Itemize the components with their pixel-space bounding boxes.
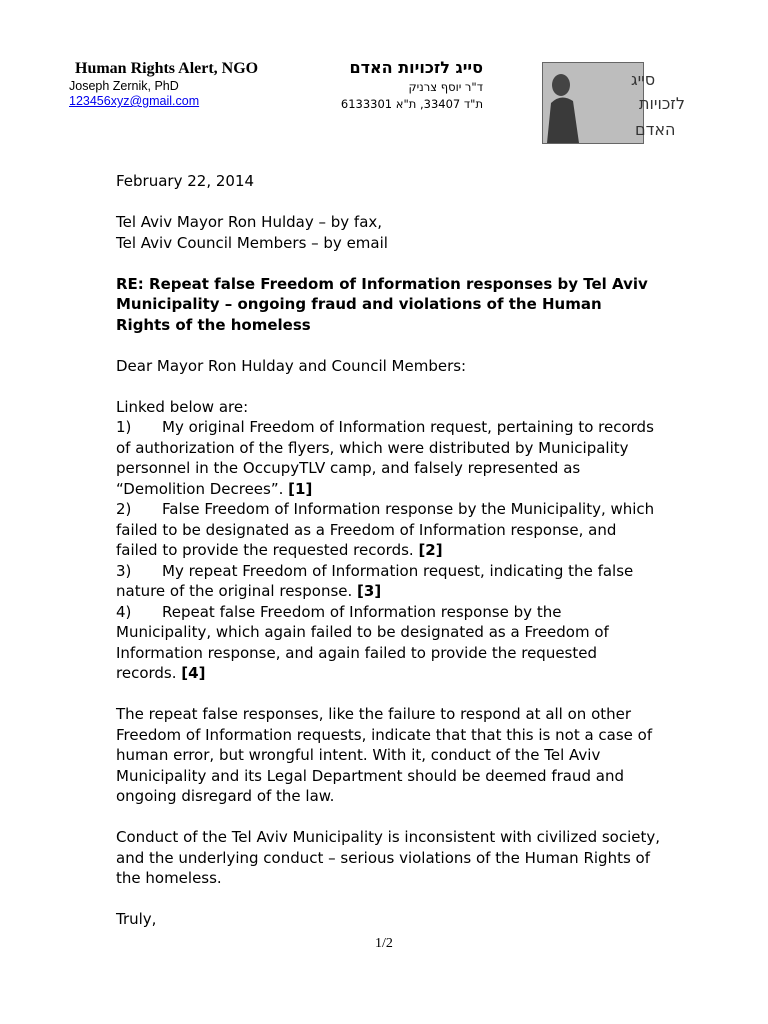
person-name: Joseph Zernik, PhD (69, 79, 179, 93)
logo-line-2: לזכויות (639, 94, 685, 113)
org-name: Human Rights Alert, NGO (75, 60, 259, 77)
list-item-number: 1) (116, 418, 132, 436)
org-logo (542, 62, 685, 144)
intro-line: Linked below are: (116, 397, 249, 416)
list-item-number: 4) (116, 602, 132, 621)
list-item (116, 499, 661, 561)
logo-line-1: סייג (631, 70, 656, 89)
list-item-text: My original Freedom of Information request, pertaining to records of authorization of the flyers, which were distributed by Municipality personnel in the OccupyTLV camp, and falsely represented as “Demolition Decrees”. (116, 418, 654, 498)
paragraph-intent: The repeat false responses, like the failure to respond at all on other Freedom of Information requests, indicate that that this is not a case of human error, but wrongful intent. With it, conduct of the Tel Aviv Municipality and its Legal Department should be deemed fraud and ongoing disregard of the law. (116, 705, 653, 805)
list-item-number: 2) (116, 500, 132, 518)
letterhead-left (69, 59, 329, 109)
logo-graphic (543, 63, 685, 143)
letter-date: February 22, 2014 (116, 172, 255, 190)
letterhead-right (300, 57, 483, 113)
recipient-line-1: Tel Aviv Mayor Ron Hulday – by fax, (116, 213, 383, 231)
list-item (116, 561, 661, 602)
list-item (116, 602, 661, 684)
list-item-number: 3) (116, 561, 132, 580)
letter-body (116, 171, 661, 930)
list-item-text: False Freedom of Information response by the Municipality, which failed to be designated as a Freedom of Information response, and failed to provide the requested records. (116, 500, 655, 559)
list-item (116, 417, 661, 499)
page-number: 1/2 (375, 936, 393, 951)
paragraph-conduct: Conduct of the Tel Aviv Municipality is inconsistent with civilized society, and the underlying conduct – serious violations of the Human Rights of the homeless. (116, 828, 661, 887)
reference-link[interactable]: [4] (181, 664, 206, 682)
salutation: Dear Mayor Ron Hulday and Council Members: (116, 356, 467, 375)
list-item-text: Repeat false Freedom of Information response by the Municipality, which again failed to be designated as a Freedom of Information response, and again failed to provide the requested records. (116, 602, 609, 682)
logo-line-3: האדם (635, 120, 676, 139)
email-link[interactable]: 123456xyz@gmail.com (69, 94, 200, 108)
list-item-text: My repeat Freedom of Information request, indicating the false nature of the original response. (116, 561, 634, 600)
subject-line: RE: Repeat false Freedom of Information responses by Tel Aviv Municipality – ongoing fraud and violations of the Human Rights of the homeless (116, 274, 648, 334)
logo-figure-head (552, 74, 570, 96)
hebrew-person-name: ד"ר יוסף צרניק (408, 80, 483, 94)
hebrew-address: ת"ד 33407, ת"א 6133301 (340, 97, 483, 111)
hebrew-org-name: סייג לזכויות האדם (349, 58, 483, 77)
recipient-line-2: Tel Aviv Council Members – by email (116, 233, 388, 252)
reference-link[interactable]: [1] (288, 479, 313, 498)
closing: Truly, (116, 910, 157, 928)
reference-link[interactable]: [3] (357, 582, 382, 600)
reference-link[interactable]: [2] (418, 541, 443, 559)
